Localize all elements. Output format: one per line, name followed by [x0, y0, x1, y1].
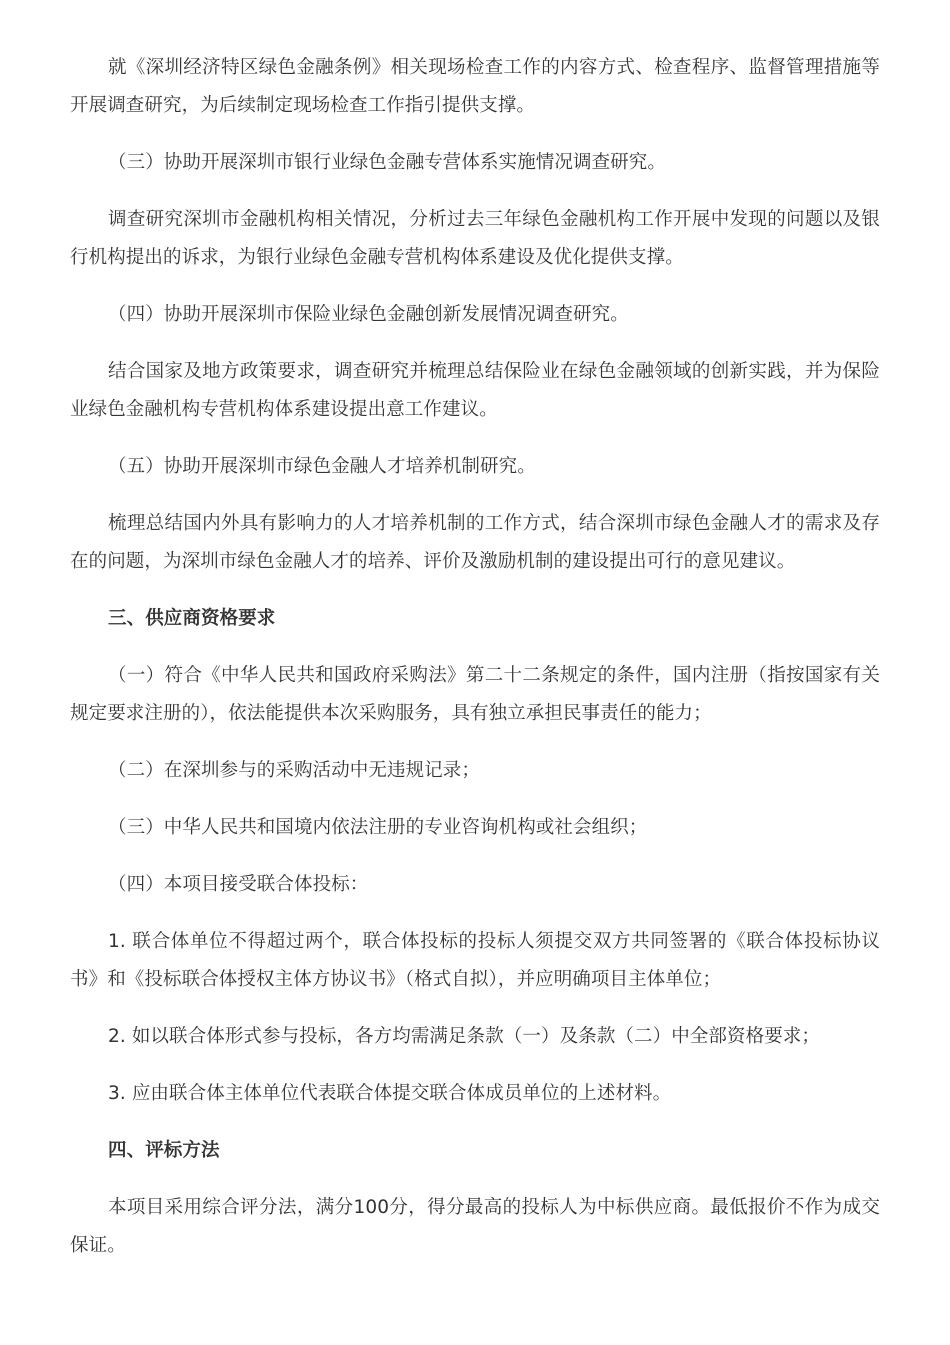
consortium-rule-2: 2. 如以联合体形式参与投标，各方均需满足条款（一）及条款（二）中全部资格要求； — [108, 1026, 821, 1047]
subheading-banking-system-research: （三）协助开展深圳市银行业绿色金融专营体系实施情况调查研究。 — [108, 152, 667, 173]
qualification-item-2: （二）在深圳参与的采购活动中无违规记录； — [108, 760, 481, 781]
paragraph-inspection-research: 就《深圳经济特区绿色金融条例》相关现场检查工作的内容方式、检查程序、监督管理措施等开展调查研究，为后续制定现场检查工作指引提供支撑。 — [70, 57, 880, 116]
section-heading-supplier-qualifications: 三、供应商资格要求 — [108, 608, 276, 629]
paragraph-evaluation-method: 本项目采用综合评分法，满分100分，得分最高的投标人为中标供应商。最低报价不作为成交保证。 — [70, 1197, 880, 1256]
subheading-insurance-research: （四）协助开展深圳市保险业绿色金融创新发展情况调查研究。 — [108, 304, 629, 325]
subheading-talent-research: （五）协助开展深圳市绿色金融人才培养机制研究。 — [108, 456, 536, 477]
paragraph-talent-research: 梳理总结国内外具有影响力的人才培养机制的工作方式，结合深圳市绿色金融人才的需求及存在的问题，为深圳市绿色金融人才的培养、评价及激励机制的建设提出可行的意见建议。 — [70, 513, 880, 572]
qualification-item-1: （一）符合《中华人民共和国政府采购法》第二十二条规定的条件，国内注册（指按国家有关规定要求注册的），依法能提供本次采购服务，具有独立承担民事责任的能力； — [70, 665, 880, 724]
paragraph-insurance-research: 结合国家及地方政策要求，调查研究并梳理总结保险业在绿色金融领域的创新实践，并为保险业绿色金融机构专营机构体系建设提出意工作建议。 — [70, 361, 880, 420]
paragraph-banking-research: 调查研究深圳市金融机构相关情况，分析过去三年绿色金融机构工作开展中发现的问题以及银行机构提出的诉求，为银行业绿色金融专营机构体系建设及优化提供支撑。 — [70, 209, 880, 268]
qualification-item-4: （四）本项目接受联合体投标： — [108, 874, 369, 895]
consortium-rule-3: 3. 应由联合体主体单位代表联合体提交联合体成员单位的上述材料。 — [108, 1083, 672, 1104]
consortium-rule-1: 1. 联合体单位不得超过两个，联合体投标的投标人须提交双方共同签署的《联合体投标协议书》和《投标联合体授权主体方协议书》（格式自拟），并应明确项目主体单位； — [70, 931, 880, 990]
section-heading-evaluation-method: 四、评标方法 — [108, 1140, 220, 1161]
qualification-item-3: （三）中华人民共和国境内依法注册的专业咨询机构或社会组织； — [108, 817, 648, 838]
document-body — [70, 49, 880, 1284]
